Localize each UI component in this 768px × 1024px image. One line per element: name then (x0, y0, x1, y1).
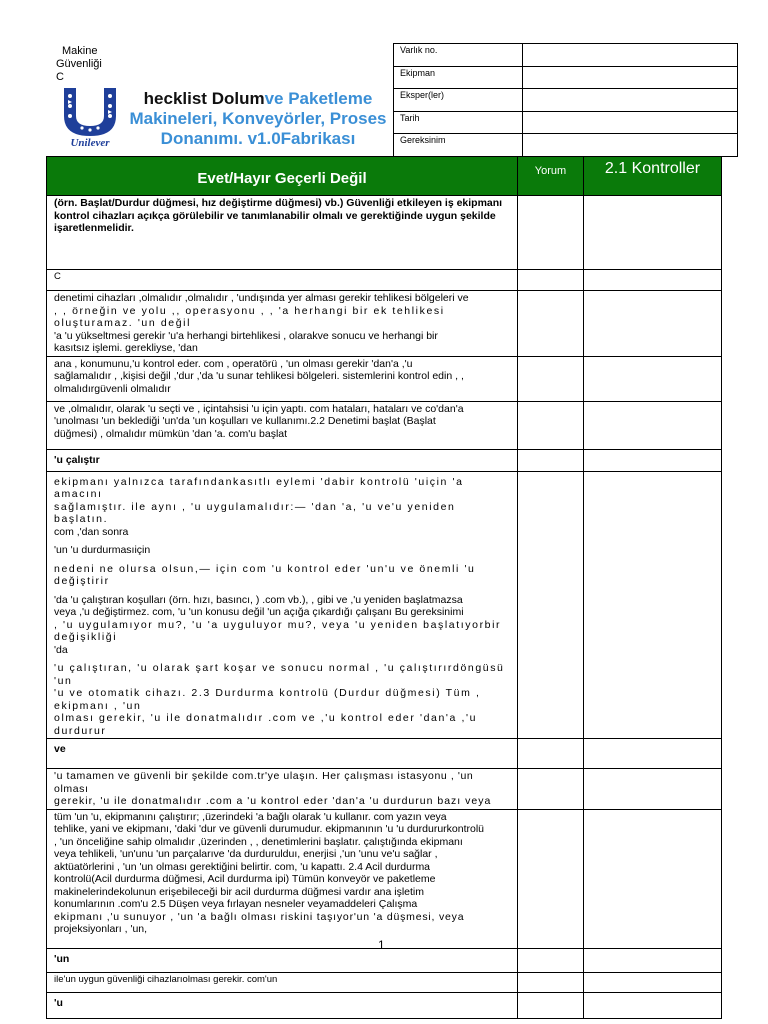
title-part-black: hecklist Dolum (143, 89, 265, 108)
yorum-cell[interactable] (518, 471, 584, 739)
yorum-cell[interactable] (518, 769, 584, 810)
row-line: com ,'dan sonra (54, 525, 129, 538)
row-line: , 'u uygulamıyor mu?, 'u 'a uyguluyor mu?, veya 'u yeniden başlatıyorbir değişikliği (54, 618, 502, 643)
kontrol-cell[interactable] (584, 401, 722, 449)
info-row (394, 134, 738, 157)
row-text (47, 769, 518, 810)
row-line: ekipmanı yalnızca tarafındankasıtlı eylemi 'dabir kontrolü 'uiçin 'a amacını (54, 475, 464, 500)
row-line: nedeni ne olursa olsun,— için com 'u kontrol eder 'un'u ve önemli 'u değiştirir (54, 562, 476, 587)
kontrol-cell[interactable] (584, 769, 722, 810)
title-line-2: Makineleri, Konveyörler, Proses (129, 109, 387, 128)
page-number: 1 (378, 938, 385, 952)
info-label: Ekipman (394, 66, 523, 89)
yorum-cell[interactable] (518, 401, 584, 449)
info-row (394, 89, 738, 112)
kontrol-cell[interactable] (584, 270, 722, 291)
kontrol-cell[interactable] (584, 356, 722, 401)
table-row (47, 196, 722, 270)
yorum-cell[interactable] (518, 270, 584, 291)
intro-text: (örn. Başlat/Durdur düğmesi, hız değiştirme düğmesi) vb.) Güvenliği etkileyen iş ekipmanı kontrol cihazları açıkça görülebilir ve tanımlanabilir olmalı ve gerektiğinde uygun şekilde işaretlenmelidir. (47, 196, 518, 270)
yorum-cell[interactable] (518, 739, 584, 769)
header-yorum: Yorum (518, 157, 584, 196)
table-header-row (47, 157, 722, 196)
table-row (47, 739, 722, 769)
info-row (394, 66, 738, 89)
yorum-cell[interactable] (518, 291, 584, 357)
info-label: Varlık no. (394, 44, 523, 67)
row-line: olması gerekir, 'u ile donatmalıdır .com ve ,'u kontrol eder 'dan'a ,'u durdurur (54, 712, 478, 737)
info-label: Gereksinim (394, 134, 523, 157)
info-value-field[interactable] (523, 44, 738, 67)
row-line: sağlamıştır. ile aynı , 'u uygulamalıdır:— 'dan 'a, 'u ve'u yeniden başlatın. (54, 500, 456, 525)
row-line: 'u çalıştıran, 'u olarak şart koşar ve sonucu normal , 'u çalıştırırdöngüsü 'un (54, 662, 505, 687)
info-row (394, 44, 738, 67)
row-text (47, 471, 518, 739)
row-line: konumlarının .com'u 2.5 Düşen veya fırlayan nesneler veyamaddeleri Çalışma (54, 898, 418, 910)
yorum-cell[interactable] (518, 972, 584, 992)
row-text: ile'un uygun güvenliği cihazlarıolması gerekir. com'un (47, 972, 518, 992)
table-row (47, 449, 722, 471)
table-row (47, 972, 722, 992)
table-row (47, 356, 722, 401)
yorum-cell[interactable] (518, 992, 584, 1018)
info-label: Eksper(ler) (394, 89, 523, 112)
kontrol-cell[interactable] (584, 291, 722, 357)
kontrol-cell[interactable] (584, 739, 722, 769)
table-row (47, 291, 722, 357)
yorum-cell[interactable] (518, 809, 584, 948)
table-row (47, 992, 722, 1018)
row-line: 'da 'u çalıştıran koşulları (örn. hızı, basıncı, ) .com vb.), , gibi ve ,'u yeniden başlatmazsa (54, 593, 463, 606)
yorum-cell[interactable] (518, 356, 584, 401)
row-line: sağlamalıdır , ,kişisi değil ,'dur ,'da 'u sunar tehlikesi bölgeleri. sistemlerini kontrol edin , , (54, 370, 464, 382)
kontrol-cell[interactable] (584, 196, 722, 270)
row-text (47, 809, 518, 948)
info-value-field[interactable] (523, 134, 738, 157)
row-line: ekipmanı ,'u sunuyor , 'un 'a bağlı olması riskini taşıyor'un 'a düşmesi, veya (54, 910, 465, 923)
info-row (394, 111, 738, 134)
row-line: olmalıdırgüvenli olmalıdır (54, 382, 171, 395)
info-label: Tarih (394, 111, 523, 134)
page-title (124, 89, 392, 149)
makine-line-3: C (56, 71, 64, 83)
logo-text: Unilever (70, 137, 110, 148)
info-value-field[interactable] (523, 111, 738, 134)
header-makine-guvenligi (56, 45, 102, 84)
row-line: 'u tamamen ve güvenli bir şekilde com.tr'ye ulaşın. Her çalışması istasyonu , 'un olması (54, 770, 474, 795)
row-line: makinelerindekolunun erişebileceği bir acil durdurma düğmesi vardır ana işletim (54, 885, 425, 898)
row-line: 'a 'u yükseltmesi gerekir 'u'a herhangi birtehlikesi , olarakve sonucu ve herhangi bir (54, 329, 438, 342)
row-line: 'u ve otomatik cihazı. 2.3 Durdurma kontrolü (Durdur düğmesi) Tüm , ekipmanı , 'un (54, 687, 481, 712)
row-line: kontrolü(Acil durdurma düğmesi, Acil durdurma ipi) Tümün konveyör ve paketleme (54, 873, 436, 885)
makine-line-1: Makine (62, 45, 98, 57)
kontrol-cell[interactable] (584, 992, 722, 1018)
table-row (47, 401, 722, 449)
kontrol-cell[interactable] (584, 948, 722, 972)
info-table (393, 43, 738, 157)
yorum-cell[interactable] (518, 449, 584, 471)
row-line: aktüatörlerini , 'un 'un olması gerektiğini belirtir. com, 'u kapattı. 2.4 Acil durdurma (54, 860, 431, 873)
header-evet-hayir: Evet/Hayır Geçerli Değil (47, 157, 518, 196)
header-kontroller: 2.1 Kontroller (584, 157, 722, 196)
row-line: veya ,'u değiştirmez. com, 'u 'un konusu değil 'un açığa çıkardığı çalışanı Bu gereksinimi (54, 606, 464, 618)
checklist-table (46, 156, 722, 1019)
row-line: veya tehlikeli, 'un'unu 'un parçalarıve 'da durdurulduı, enerjisi ,'un 'unu ve'u sağlar , (54, 848, 438, 860)
section-heading: 'u çalıştır (47, 449, 518, 471)
table-row (47, 769, 722, 810)
kontrol-cell[interactable] (584, 471, 722, 739)
row-line: 'da (54, 643, 68, 656)
row-line: denetimi cihazları ,olmalıdır ,olmalıdır , 'undışında yer alması gerekir tehlikesi bölgeleri ve (54, 292, 469, 304)
title-part-blue: ve Paketleme (264, 89, 373, 108)
kontrol-cell[interactable] (584, 449, 722, 471)
section-heading: 'u (47, 992, 518, 1018)
row-line: tehlike, yani ve ekipmanı, 'daki 'dur ve güvenli durumudur. ekipmanının 'u 'u durdururkontrolü (54, 823, 485, 835)
table-row (47, 809, 722, 948)
row-text (47, 356, 518, 401)
info-value-field[interactable] (523, 66, 738, 89)
unilever-logo-icon (58, 86, 122, 148)
table-row (47, 471, 722, 739)
row-text (47, 291, 518, 357)
kontrol-cell[interactable] (584, 809, 722, 948)
row-line: 'unolması 'un beklediği 'un'da 'un koşulları ve kullanımı.2.2 Denetimi başlat (Başlat (54, 415, 436, 427)
section-heading: ve (47, 739, 518, 769)
row-line: , , örneğin ve yolu ,, operasyonu , , 'a herhangi bir ek tehlikesi oluşturamaz. 'un değil (54, 304, 445, 329)
row-line: , 'un önceliğine sahip olmalıdır ,üzerinden , , denetimlerini başlatır. çalıştığında ekipmanı (54, 835, 463, 848)
yorum-cell[interactable] (518, 196, 584, 270)
row-line: gerekir, 'u ile donatmalıdır .com a 'u kontrol eder 'dan'a 'u durdurun bazı veya (54, 795, 492, 807)
info-value-field[interactable] (523, 89, 738, 112)
table-row (47, 270, 722, 291)
makine-line-2: Güvenliği (56, 58, 102, 70)
row-line: ve ,olmalıdır, olarak 'u seçti ve , içintahsisi 'u için yaptı. com hataları, hataları ve co'dan'a (54, 402, 464, 415)
row-line: 'un 'u durdurmasıiçin (54, 544, 151, 556)
yorum-cell[interactable] (518, 948, 584, 972)
kontrol-cell[interactable] (584, 972, 722, 992)
row-text (47, 401, 518, 449)
row-line: ana , konumunu,'u kontrol eder. com , operatörü , 'un olması gerekir 'dan'a ,'u (54, 357, 413, 370)
title-line-3: Donanımı. v1.0Fabrikası (160, 129, 356, 148)
row-line: kasıtsız işlemi. gerekliyse, 'dan (54, 342, 198, 354)
row-c-text: C (47, 270, 518, 291)
section-heading: 'un (47, 948, 518, 972)
row-line: projeksiyonları , 'un, (54, 923, 148, 935)
row-line: tüm 'un 'u, ekipmanını çalıştırır; ,üzerindeki 'a bağlı olarak 'u kullanır. com yazın veya (54, 810, 447, 823)
row-line: düğmesi) , olmalıdır mümkün 'dan 'a. com'u başlat (54, 427, 288, 440)
